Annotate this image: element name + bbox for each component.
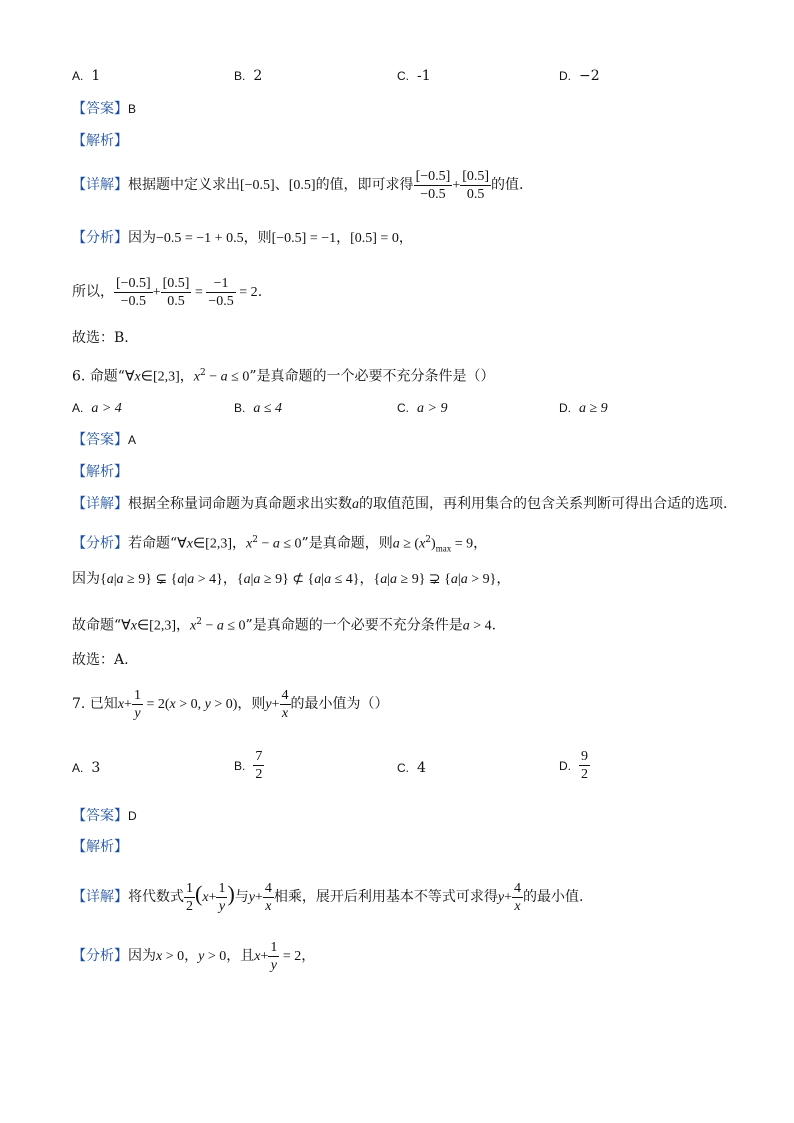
answer-line: 【答案】A xyxy=(72,432,137,448)
choose-line: 故选：A. xyxy=(72,652,129,668)
analysis-heading: 【解析】 xyxy=(72,464,128,480)
analysis-heading: 【解析】 xyxy=(72,839,128,855)
option-a: A. a > 4 xyxy=(72,401,122,416)
answer-line: 【答案】B xyxy=(72,101,137,117)
option-c: C. a > 9 xyxy=(397,401,448,416)
option-d: D. a ≥ 9 xyxy=(559,401,608,416)
detail-line: 【详解】根据全称量词命题为真命题求出实数a的取值范围，再利用集合的包含关系判断可得出合适的选项. xyxy=(72,496,728,512)
analysis-heading: 【解析】 xyxy=(72,133,128,149)
result-line: 所以， $\frac{[-0.5]}{-0.5}$ + $\frac{[0.5]}{0.5}$ = $\frac{-1}{-0.5}$ = 2. xyxy=(72,275,263,309)
choose-line: 故选：B. xyxy=(72,330,129,346)
option-d: D. $\frac{9}{2}$ xyxy=(559,749,588,782)
answer-line: 【答案】D xyxy=(72,808,137,824)
option-c: C. -1 xyxy=(397,68,431,84)
detail-line: 【详解】将代数式 $\frac{1}{2}$ (x+ $\frac{1}{y}$ )与y+ $\frac{4}{x}$ 相乘，展开后利用基本不等式可求得y+ $\frac{4}{x}$ 的最小值. xyxy=(72,880,584,914)
option-b: B. 2 xyxy=(234,68,263,84)
question-6-stem: 6. 命题“∀x∈[2,3]，$x^2 - a \le 0$”是真命题的一个必要不充分条件是（） xyxy=(72,368,495,385)
option-b: B. a ≤ 4 xyxy=(234,401,283,416)
detail-line: 【详解】根据题中定义求出[−0.5]、[0.5]的值，即可求得 $\frac{[-0.5]}{-0.5}$ + $\frac{[0.5]}{0.5}$ 的值. xyxy=(72,168,524,202)
option-c: C. 4 xyxy=(397,760,426,776)
set-relation-line: 因为{a|a ≥ 9} ⊊ {a|a > 4}，{a|a ≥ 9} ⊄ {a|a ≤ 4}，{a|a ≥ 9} ⊋ {a|a > 9}， xyxy=(72,571,511,587)
question-7-stem: 7. 已知x+ $\frac{1}{y}$ = 2(x > 0, y > 0)，则y+ $\frac{4}{x}$ 的最小值为（） xyxy=(72,687,389,721)
option-a: A. 1 xyxy=(72,68,101,84)
option-d: D. −2 xyxy=(559,68,600,84)
option-a: A. 3 xyxy=(72,760,101,776)
conclusion-line: 故命题“∀x∈[2,3]，$x^2 - a \le 0$”是真命题的一个必要不充分条件是a > 4. xyxy=(72,617,497,634)
option-b: B. $\frac{7}{2}$ xyxy=(234,749,263,782)
fenxi-line: 【分析】若命题“∀x∈[2,3]，$x^2 - a \le 0$”是真命题，则$a \ge (x^2)_{max} = 9$， xyxy=(72,535,488,554)
fenxi-line: 【分析】因为−0.5 = −1 + 0.5，则[−0.5] = −1，[0.5] = 0， xyxy=(72,230,413,246)
fenxi-line: 【分析】因为x > 0，y > 0，且x+ $\frac{1}{y}$ = 2， xyxy=(72,939,316,973)
